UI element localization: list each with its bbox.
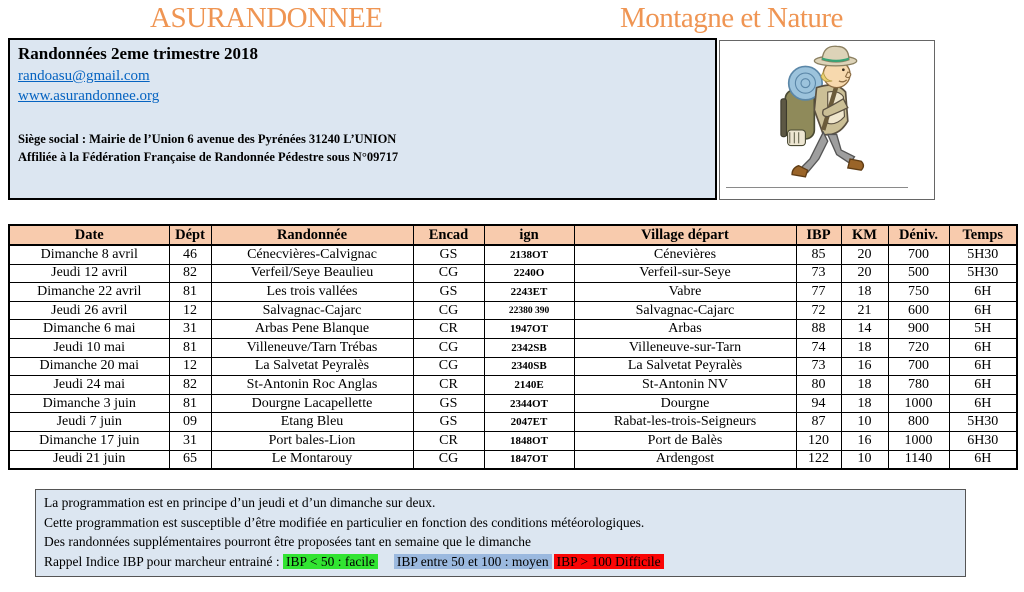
table-cell: 16: [841, 431, 888, 450]
table-cell: Etang Bleu: [211, 413, 413, 432]
table-cell: 1848OT: [484, 431, 574, 450]
column-header: Encad: [413, 225, 484, 245]
table-cell: Villeneuve-sur-Tarn: [574, 338, 796, 357]
table-row: [9, 320, 1017, 339]
table-cell: La Salvetat Peyralès: [211, 357, 413, 376]
table-cell: 5H30: [949, 264, 1017, 283]
table-cell: 6H: [949, 376, 1017, 395]
ibp-legend-prefix: Rappel Indice IBP pour marcheur entrainé :: [44, 553, 284, 569]
column-header: KM: [841, 225, 888, 245]
note-line-4: [44, 552, 957, 572]
table-cell: CG: [413, 450, 484, 469]
table-cell: 16: [841, 357, 888, 376]
table-cell: Villeneuve/Tarn Trébas: [211, 338, 413, 357]
page-title-left: ASURANDONNEE: [150, 2, 383, 34]
table-cell: 6H: [949, 357, 1017, 376]
table-cell: 81: [169, 394, 211, 413]
table-row: [9, 338, 1017, 357]
table-cell: Dimanche 8 avril: [9, 245, 169, 264]
table-cell: 82: [169, 376, 211, 395]
column-header: Temps: [949, 225, 1017, 245]
table-cell: 1947OT: [484, 320, 574, 339]
table-cell: 85: [796, 245, 841, 264]
table-cell: Port de Balès: [574, 431, 796, 450]
affiliation-line: Affiliée à la Fédération Française de Randonnée Pédestre sous N°09717: [18, 150, 399, 164]
table-cell: 5H30: [949, 413, 1017, 432]
table-cell: 22380 390: [484, 301, 574, 320]
table-cell: 1140: [888, 450, 949, 469]
table-cell: CR: [413, 431, 484, 450]
table-cell: 80: [796, 376, 841, 395]
table-cell: 2342SB: [484, 338, 574, 357]
table-cell: 700: [888, 357, 949, 376]
table-cell: Jeudi 10 mai: [9, 338, 169, 357]
table-cell: 46: [169, 245, 211, 264]
table-cell: 20: [841, 264, 888, 283]
table-cell: 12: [169, 301, 211, 320]
table-cell: Cénevières: [574, 245, 796, 264]
table-cell: 800: [888, 413, 949, 432]
table-cell: 14: [841, 320, 888, 339]
table-cell: 700: [888, 245, 949, 264]
column-header: ign: [484, 225, 574, 245]
table-cell: 500: [888, 264, 949, 283]
column-header: Village départ: [574, 225, 796, 245]
table-cell: CR: [413, 376, 484, 395]
table-cell: 2340SB: [484, 357, 574, 376]
table-cell: CG: [413, 301, 484, 320]
legend-chip-difficile: IBP > 100 Difficile: [554, 554, 664, 569]
table-cell: 1847OT: [484, 450, 574, 469]
info-heading: Randonnées 2eme trimestre 2018: [18, 44, 259, 63]
table-cell: 5H: [949, 320, 1017, 339]
table-cell: 18: [841, 338, 888, 357]
table-cell: Dimanche 20 mai: [9, 357, 169, 376]
table-cell: 31: [169, 431, 211, 450]
table-cell: Verfeil/Seye Beaulieu: [211, 264, 413, 283]
table-cell: 6H: [949, 450, 1017, 469]
table-cell: 87: [796, 413, 841, 432]
table-cell: CR: [413, 320, 484, 339]
table-cell: 6H: [949, 301, 1017, 320]
table-cell: 2047ET: [484, 413, 574, 432]
table-cell: 73: [796, 264, 841, 283]
table-cell: 81: [169, 283, 211, 302]
table-cell: Dimanche 6 mai: [9, 320, 169, 339]
table-row: [9, 283, 1017, 302]
table-cell: 73: [796, 357, 841, 376]
note-line-3: Des randonnées supplémentaires pourront être proposées tant en semaine que le dimanche: [44, 534, 531, 549]
table-row: [9, 450, 1017, 469]
column-header: Dépt: [169, 225, 211, 245]
table-cell: Dourgne Lacapellette: [211, 394, 413, 413]
table-cell: Port bales-Lion: [211, 431, 413, 450]
table-cell: 6H: [949, 283, 1017, 302]
table-cell: La Salvetat Peyralès: [574, 357, 796, 376]
table-cell: Cénecvières-Calvignac: [211, 245, 413, 264]
info-box: [8, 38, 717, 200]
legend-chip-moyen: IBP entre 50 et 100 : moyen: [394, 554, 552, 569]
table-row: [9, 413, 1017, 432]
table-cell: GS: [413, 394, 484, 413]
table-cell: GS: [413, 245, 484, 264]
table-cell: CG: [413, 357, 484, 376]
table-cell: Dimanche 22 avril: [9, 283, 169, 302]
table-cell: Arbas Pene Blanque: [211, 320, 413, 339]
notes-box: [35, 489, 966, 577]
table-cell: Salvagnac-Cajarc: [574, 301, 796, 320]
table-cell: Jeudi 7 juin: [9, 413, 169, 432]
table-cell: CG: [413, 264, 484, 283]
logo-underline: [726, 187, 908, 188]
email-link[interactable]: randoasu@gmail.com: [18, 68, 150, 84]
table-cell: 2140E: [484, 376, 574, 395]
table-cell: Verfeil-sur-Seye: [574, 264, 796, 283]
table-cell: GS: [413, 283, 484, 302]
table-cell: 94: [796, 394, 841, 413]
table-row: [9, 394, 1017, 413]
table-cell: Ardengost: [574, 450, 796, 469]
table-cell: 600: [888, 301, 949, 320]
column-header: IBP: [796, 225, 841, 245]
table-cell: 20: [841, 245, 888, 264]
table-cell: Les trois vallées: [211, 283, 413, 302]
table-cell: St-Antonin NV: [574, 376, 796, 395]
table-cell: 2344OT: [484, 394, 574, 413]
table-cell: Le Montarouy: [211, 450, 413, 469]
table-row: [9, 245, 1017, 264]
table-cell: GS: [413, 413, 484, 432]
table-row: [9, 301, 1017, 320]
note-line-2: Cette programmation est susceptible d’être modifiée en particulier en fonction des conditions météorologiques.: [44, 514, 645, 530]
table-cell: Jeudi 26 avril: [9, 301, 169, 320]
table-row: [9, 431, 1017, 450]
website-link[interactable]: www.asurandonnee.org: [18, 88, 160, 104]
table-cell: 2138OT: [484, 245, 574, 264]
table-cell: 750: [888, 283, 949, 302]
table-row: [9, 264, 1017, 283]
table-cell: 900: [888, 320, 949, 339]
table-cell: 18: [841, 394, 888, 413]
table-cell: St-Antonin Roc Anglas: [211, 376, 413, 395]
table-cell: 72: [796, 301, 841, 320]
table-cell: Vabre: [574, 283, 796, 302]
table-cell: 122: [796, 450, 841, 469]
column-header: Randonnée: [211, 225, 413, 245]
table-cell: 2243ET: [484, 283, 574, 302]
table-cell: 5H30: [949, 245, 1017, 264]
legend-chip-facile: IBP < 50 : facile: [283, 554, 378, 569]
table-cell: Dourgne: [574, 394, 796, 413]
table-cell: 12: [169, 357, 211, 376]
column-header: Date: [9, 225, 169, 245]
hikes-table: [8, 224, 1018, 470]
table-cell: Rabat-les-trois-Seigneurs: [574, 413, 796, 432]
table-cell: 120: [796, 431, 841, 450]
page-title-right: Montagne et Nature: [620, 2, 843, 34]
table-cell: 18: [841, 376, 888, 395]
table-cell: 1000: [888, 394, 949, 413]
column-header: Déniv.: [888, 225, 949, 245]
table-cell: 81: [169, 338, 211, 357]
table-cell: 10: [841, 450, 888, 469]
table-cell: 88: [796, 320, 841, 339]
table-cell: 77: [796, 283, 841, 302]
table-cell: 1000: [888, 431, 949, 450]
address-line: Siège social : Mairie de l’Union 6 avenue des Pyrénées 31240 L’UNION: [18, 132, 397, 146]
table-row: [9, 376, 1017, 395]
table-cell: 780: [888, 376, 949, 395]
table-cell: Salvagnac-Cajarc: [211, 301, 413, 320]
logo-box: [719, 40, 935, 200]
note-line-1: La programmation est en principe d’un jeudi et d’un dimanche sur deux.: [44, 495, 436, 510]
table-cell: Arbas: [574, 320, 796, 339]
table-cell: 6H: [949, 338, 1017, 357]
table-cell: 09: [169, 413, 211, 432]
table-cell: 74: [796, 338, 841, 357]
table-cell: 6H: [949, 394, 1017, 413]
table-cell: 6H30: [949, 431, 1017, 450]
table-header-row: [9, 225, 1017, 245]
table-cell: 720: [888, 338, 949, 357]
table-cell: CG: [413, 338, 484, 357]
hiker-illustration: [758, 43, 893, 188]
table-cell: 18: [841, 283, 888, 302]
table-cell: 2240O: [484, 264, 574, 283]
table-cell: 31: [169, 320, 211, 339]
table-cell: 21: [841, 301, 888, 320]
table-cell: Jeudi 24 mai: [9, 376, 169, 395]
table-cell: Dimanche 3 juin: [9, 394, 169, 413]
table-cell: 10: [841, 413, 888, 432]
table-row: [9, 357, 1017, 376]
table-cell: Jeudi 21 juin: [9, 450, 169, 469]
table-cell: 65: [169, 450, 211, 469]
table-cell: Dimanche 17 juin: [9, 431, 169, 450]
table-cell: 82: [169, 264, 211, 283]
table-cell: Jeudi 12 avril: [9, 264, 169, 283]
